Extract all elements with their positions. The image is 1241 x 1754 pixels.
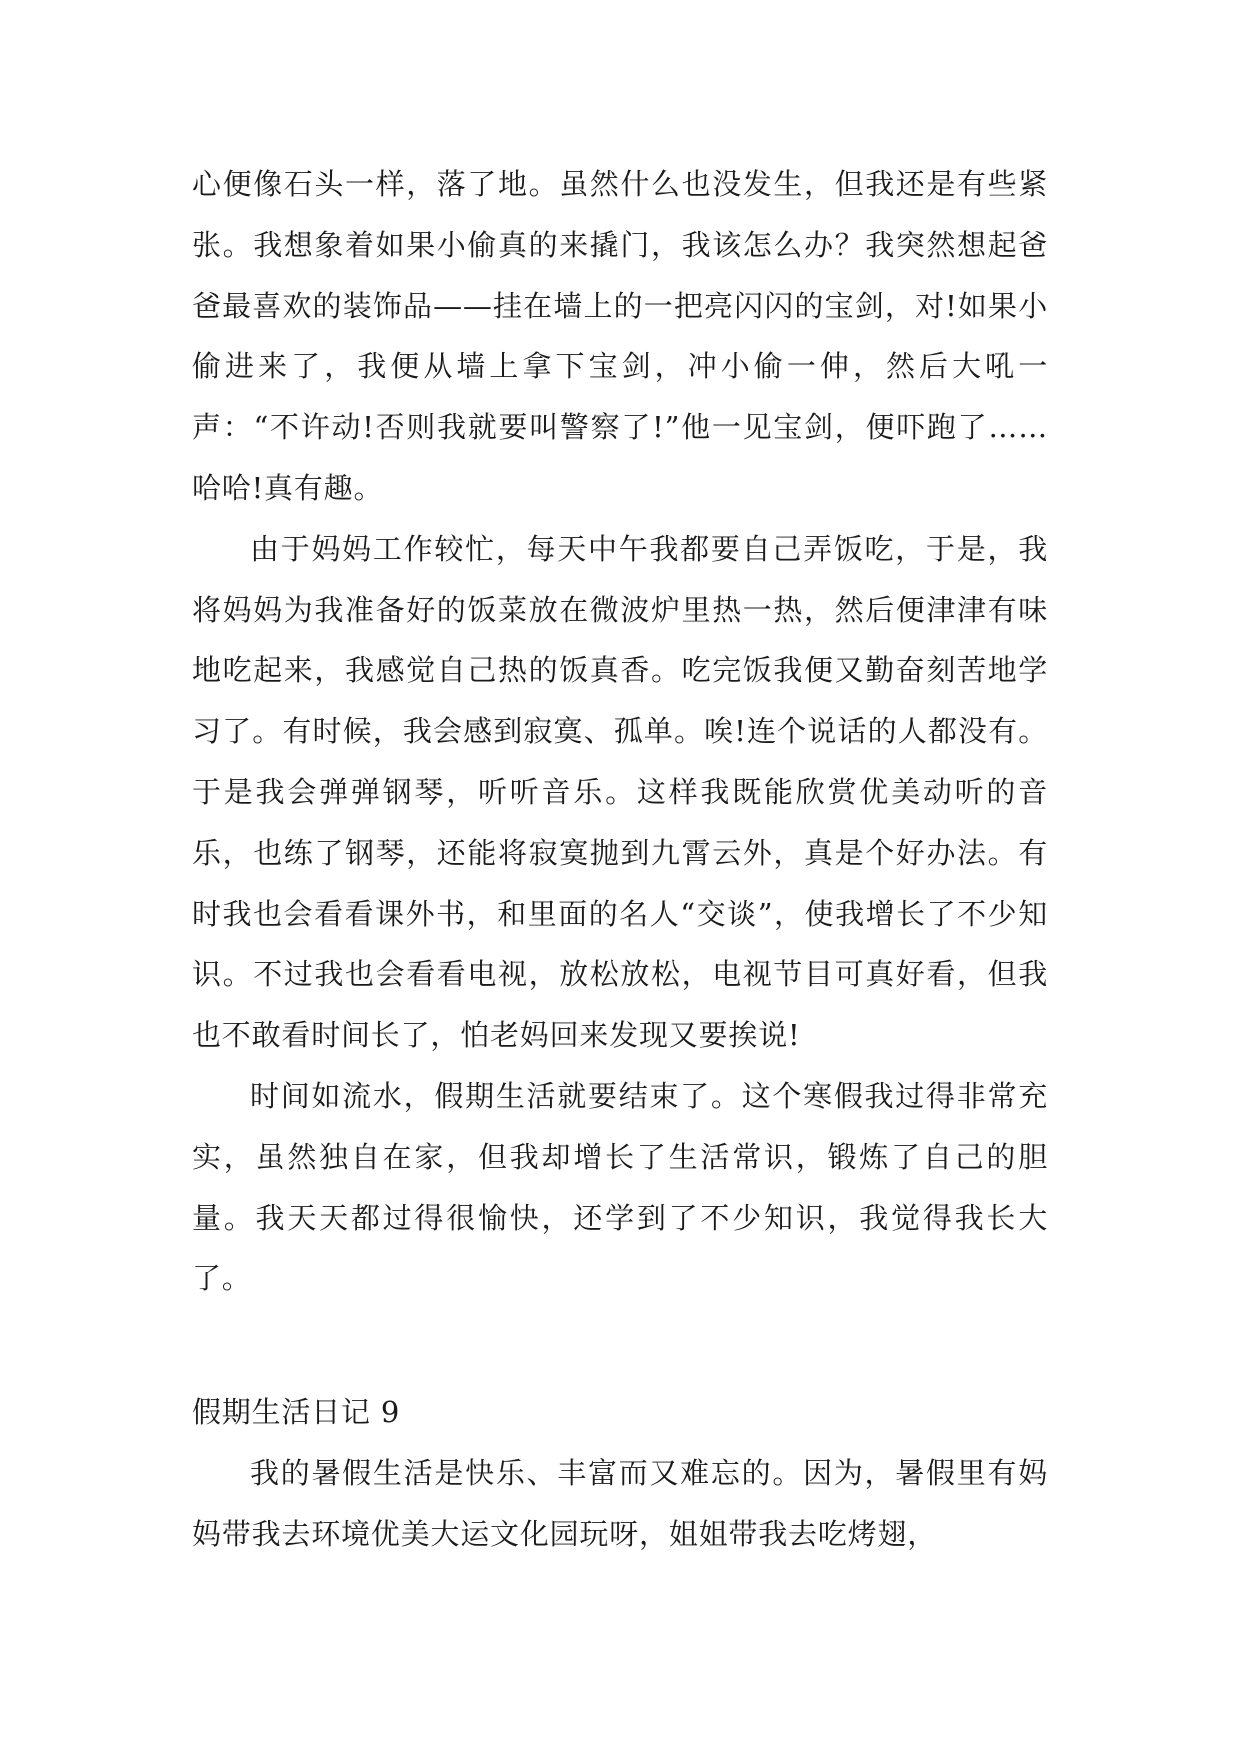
paragraph-lunch-and-pastimes: 由于妈妈工作较忙，每天中午我都要自己弄饭吃，于是，我将妈妈为我准备好的饭菜放在微波炉里热一热，然后便津津有味地吃起来，我感觉自己热的饭真香。吃完饭我便又勤奋刻苦地学习了。有时候，我会感到寂寞、孤单。唉!连个说话的人都没有。于是我会弹弹钢琴，听听音乐。这样我既能欣赏优美动听的音乐，也练了钢琴，还能将寂寞抛到九霄云外，真是个好办法。有时我也会看看课外书，和里面的名人“交谈”，使我增长了不少知识。不过我也会看看电视，放松放松，电视节目可真好看，但我也不敢看时间长了，怕老妈回来发现又要挨说! — [192, 531, 1048, 1053]
diary-entry-9 — [192, 1382, 1048, 1564]
paragraph-burglar-imagination: 心便像石头一样，落了地。虽然什么也没发生，但我还是有些紧张。我想象着如果小偷真的来撬门，我该怎么办？我突然想起爸爸最喜欢的装饰品——挂在墙上的一把亮闪闪的宝剑，对!如果小偷进来了，我便从墙上拿下宝剑，冲小偷一伸，然后大吼一声：“不许动!否则我就要叫警察了!”他一见宝剑，便吓跑了……哈哈!真有趣。 — [192, 167, 1048, 505]
diary-entry-continued — [192, 154, 1048, 1309]
paragraph-holiday-conclusion: 时间如流水，假期生活就要结束了。这个寒假我过得非常充实，虽然独自在家，但我却增长了生活常识，锻炼了自己的胆量。我天天都过得很愉快，还学到了不少知识，我觉得我长大了。 — [192, 1078, 1048, 1296]
entry-heading: 假期生活日记 9 — [192, 1395, 401, 1429]
paragraph-summer-vacation: 我的暑假生活是快乐、丰富而又难忘的。因为，暑假里有妈妈带我去环境优美大运文化园玩呀，姐姐带我去吃烤翅， — [192, 1455, 1048, 1551]
